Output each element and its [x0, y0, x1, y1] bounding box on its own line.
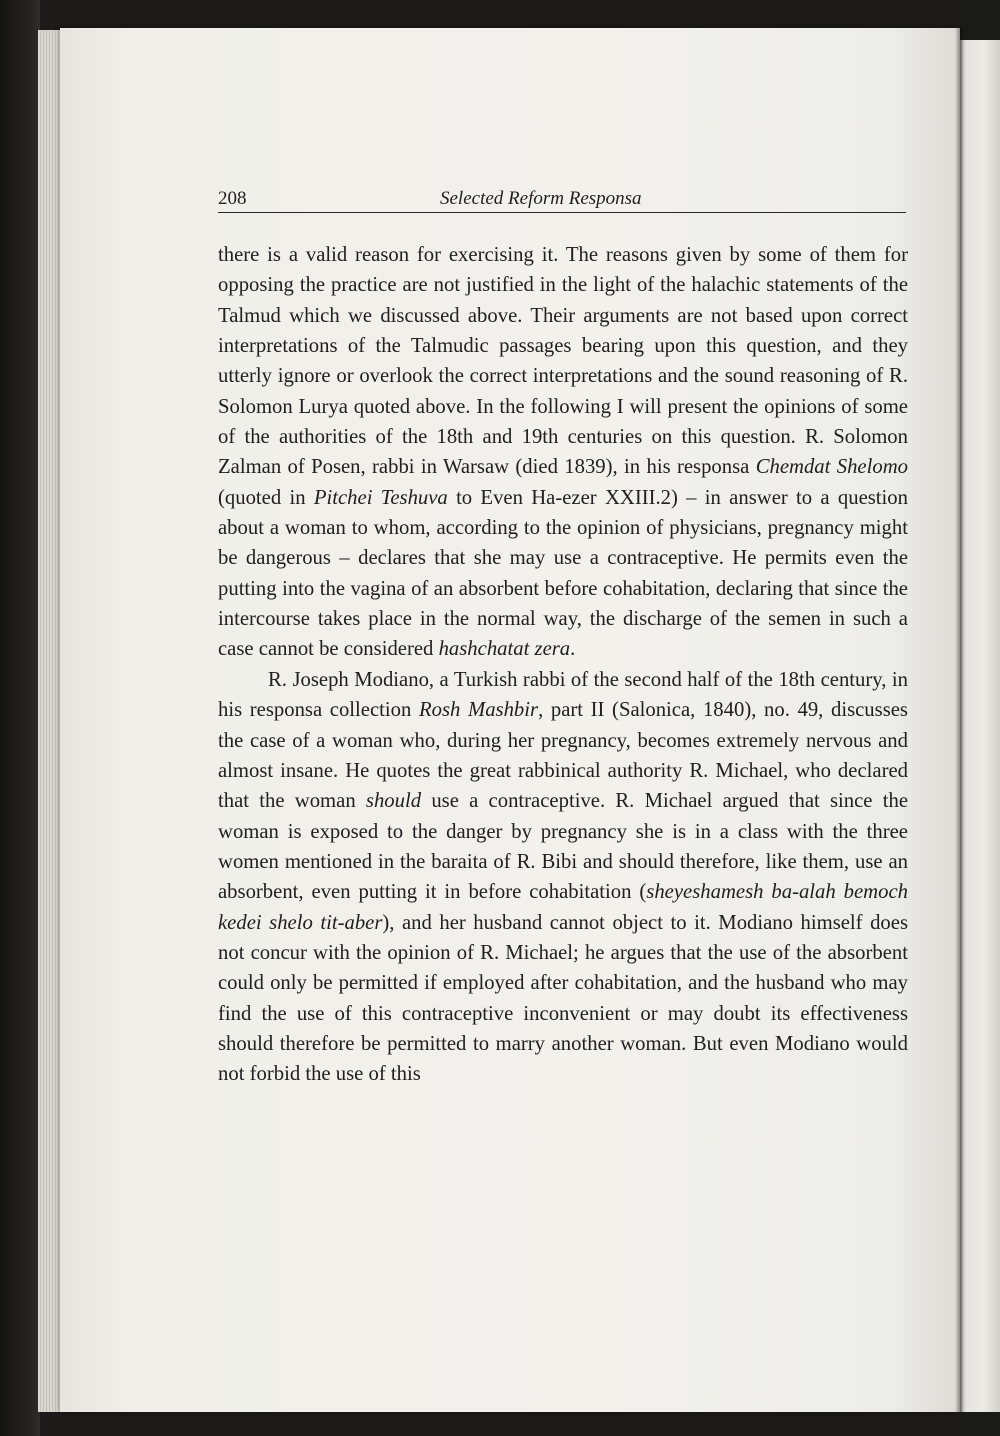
book-title-rosh-mashbir: Rosh Mashbir — [418, 699, 539, 722]
running-header — [218, 188, 906, 213]
paragraph-2 — [218, 665, 908, 1090]
scan-background-left — [0, 0, 40, 1436]
text-segment: to Even Ha-ezer XXIII.2) – in answer to a question about a woman to whom, according to the opinion of physicians, pregnancy might be dangerous – declares that she may use a contraceptive. He permits even the putting into the vagina of an absorbent before cohabitation, declaring that since the intercourse takes place in the normal way, the discharge of the semen in such a case cannot be considered — [218, 486, 908, 661]
body-text — [218, 240, 908, 1090]
text-segment: there is a valid reason for exercising it. The reasons given by some of them for opposing the practice are not justified in the light of the halachic statements of the Talmud which we discussed above. Their arguments are not based upon correct interpretations of the Talmudic passages bearing upon this question, and they utterly ignore or overlook the correct interpretations and the sound reasoning of R. Solomon Lurya quoted above. In the following I will present the opinions of some of the authorities of the 18th and 19th centuries on this question. R. Solomon Zalman of Posen, rabbi in Warsaw (died 1839), in his responsa — [218, 244, 908, 479]
text-segment: use a contraceptive. R. Michael argued that since the woman is exposed to the danger by pregnancy she is in a class with the three women mentioned in the baraita of R. Bibi and should therefore, like them, use an absorbent, even putting it in before cohabitation ( — [218, 790, 909, 904]
text-segment: , part II (Salonica, 1840), no. 49, discusses the case of a woman who, during her pregnancy, becomes extremely nervous and almost insane. He quotes the great rabbinical authority R. Michael, who declared that the woman — [218, 699, 908, 813]
text-segment: . — [570, 638, 576, 661]
page-gutter-shadow — [955, 28, 963, 1412]
running-title: Selected Reform Responsa — [440, 188, 642, 209]
facing-page-edge — [958, 40, 1000, 1412]
paragraph-1 — [218, 240, 908, 665]
book-title-chemdat-shelomo: Chemdat Shelomo — [755, 456, 908, 479]
text-segment: (quoted in — [218, 486, 314, 509]
text-segment: ), and her husband cannot object to it. Modiano himself does not concur with the opinion of R. Michael; he argues that the use of the absorbent could only be permitted if employed after cohabitation, and the husband who may find the use of this contraceptive inconvenient or may doubt its effectiveness should therefore be permitted to marry another woman. But even Modiano would not forbid the use of this — [218, 911, 909, 1086]
hebrew-phrase: sheyeshamesh ba-alah bemoch kedei shelo tit-aber — [218, 881, 908, 934]
term-hashchatat-zera: hashchatat zera — [438, 638, 571, 661]
page-number: 208 — [218, 188, 247, 209]
book-title-pitchei-teshuva: Pitchei Teshuva — [313, 486, 448, 509]
emphasis-should: should — [365, 790, 422, 813]
text-segment: R. Joseph Modiano, a Turkish rabbi of the second half of the 18th century, in his responsa collection — [218, 668, 908, 722]
